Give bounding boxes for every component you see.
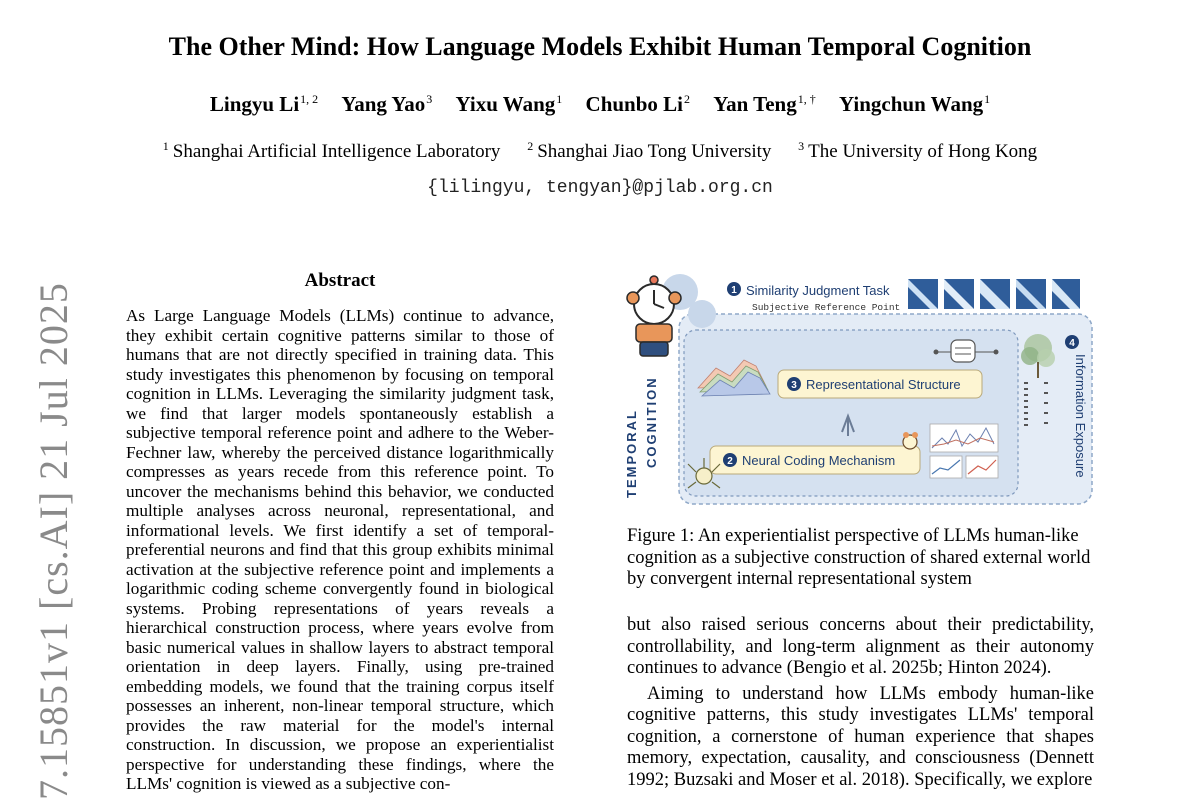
paragraph: but also raised serious concerns about their predictability, controllability, and long-term alignment as their autonomy continues to advance (Bengio et al. 2025b; Hinton 2024). xyxy=(627,615,1094,678)
affiliation: $^1$ Shanghai Artificial Intelligence Laboratory xyxy=(162,139,501,163)
task-1-sublabel: Subjective Reference Point xyxy=(752,302,901,313)
paragraph: Aiming to understand how LLMs embody human-like cognitive patterns, this study investigates LLMs' temporal cognition, a cornerstone of human experience that shapes memory, expectation, causality, and consciousness (Dennett 1992; Buzsaki and Moser et al. 2018). Specifically, we explore xyxy=(627,683,1094,790)
contact-email: {lilingyu, tengyan}@pjlab.org.cn xyxy=(427,178,773,198)
task-1-label: Similarity Judgment Task xyxy=(746,283,890,298)
badge-2-number: 2 xyxy=(727,456,733,467)
badge-1-number: 1 xyxy=(731,285,737,296)
activation-plot-bottom-left xyxy=(930,456,962,478)
badge-3-number: 3 xyxy=(791,380,797,391)
side-label-temporal: TEMPORAL xyxy=(624,409,639,498)
task-4-label: Information Exposure xyxy=(1073,354,1088,478)
author: Yixu Wang$^1$ xyxy=(455,92,563,116)
activation-plot-top xyxy=(930,424,998,452)
affiliation: $^3$ The University of Hong Kong xyxy=(798,139,1038,163)
author-list xyxy=(0,92,1200,117)
badge-4-number: 4 xyxy=(1069,338,1075,349)
abstract-text: As Large Language Models (LLMs) continue to advance, they exhibit certain cognitive patterns similar to those of humans that are not directly specified in training data. This study investigates this phenomenon by focusing on temporal cognition in LLMs. Leveraging the similarity judgment task, we find that larger models spontaneously establish a subjective temporal reference point and adhere to the Weber-Fechner law, whereby the perceived distance logarithmically compresses as years recede from this reference point. To uncover the mechanisms behind this behavior, we conducted multiple analyses across neuronal, representational, and informational levels. We first identify a set of temporal-preferential neurons and find that this group exhibits minimal activation at the subjective reference point and implements a logarithmic coding scheme convergently found in biological systems. Probing representations of years reveals a hierarchical construction process, where years evolve from basic numerical values in shallow layers to abstract temporal orientation in deep layers. Finally, using pre-trained embedding models, we found that the training corpus itself possesses an inherent, non-linear temporal structure, which provides the raw material for the model's internal construction. In discussion, we propose an experientialist perspective for understanding these findings, where the LLMs' cognition is viewed as a subjective con- xyxy=(126,306,554,793)
author: Yingchun Wang$^1$ xyxy=(838,92,991,116)
task-3-label: Representational Structure xyxy=(806,377,961,392)
author: Yan Teng$^{1, \dagger}$ xyxy=(713,92,816,116)
author: Chunbo Li$^2$ xyxy=(585,92,691,116)
figure-caption: Figure 1: An experientialist perspective of LLMs human-like cognition as a subjective construction of shared external world by convergent internal representational system xyxy=(627,526,1091,589)
figure-illustration xyxy=(626,268,1096,512)
right-column-text xyxy=(627,615,1094,791)
activation-plot-bottom-right xyxy=(966,456,998,478)
arxiv-identifier: 7.15851v1 [cs.AI] 21 Jul 2025 xyxy=(31,282,76,800)
mascot-icon xyxy=(903,432,918,449)
affiliation: $^2$ Shanghai Jiao Tong University xyxy=(527,139,772,163)
side-label-cognition: COGNITION xyxy=(644,376,659,468)
figure-1 xyxy=(626,268,1096,512)
author: Yang Yao$^3$ xyxy=(341,92,433,116)
task-2-label: Neural Coding Mechanism xyxy=(742,453,896,468)
affiliation-list xyxy=(0,139,1200,163)
author: Lingyu Li$^{1, 2}$ xyxy=(209,92,319,116)
paper-title: The Other Mind: How Language Models Exhibit Human Temporal Cognition xyxy=(168,32,1032,61)
heatmap-tiles xyxy=(908,279,1080,309)
decor-circle xyxy=(688,300,716,328)
abstract-heading: Abstract xyxy=(304,270,376,291)
